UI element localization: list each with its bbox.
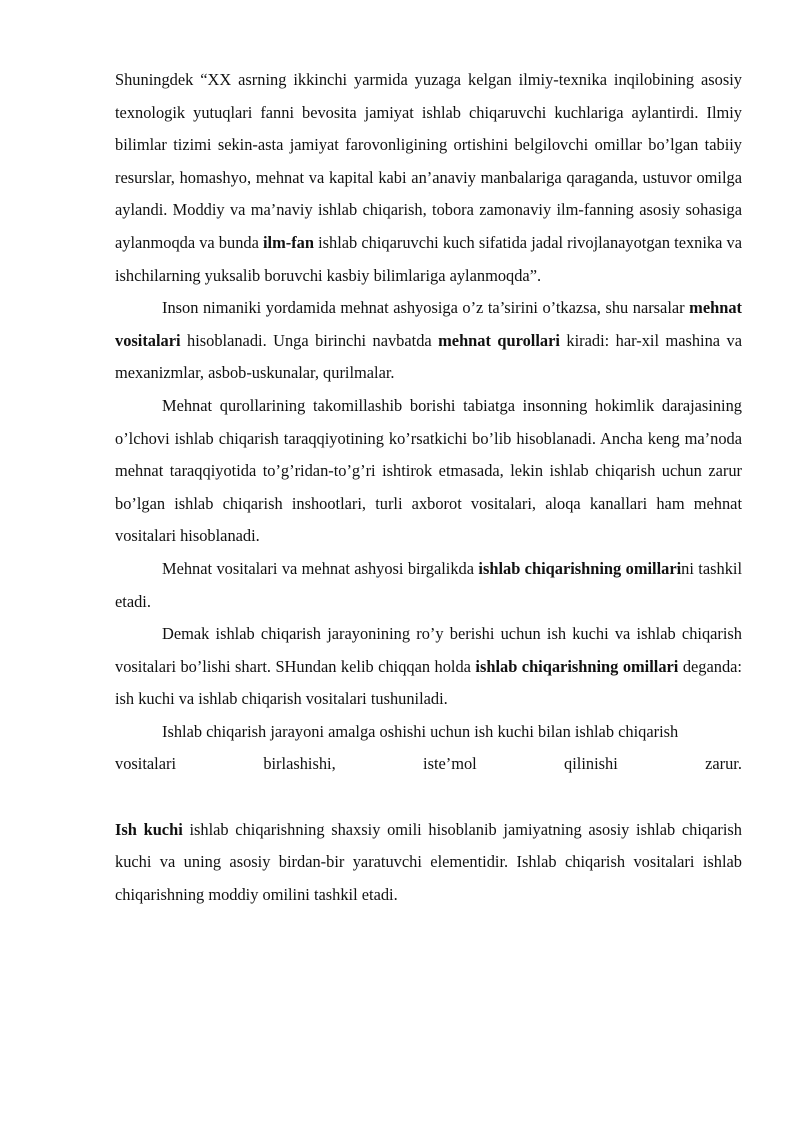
text-run: Mehnat vositalari va mehnat ashyosi birgalikda bbox=[162, 558, 479, 578]
text-run: deganda: ish kuchi va ishlab chiqarish vositalari tushuniladi. bbox=[115, 656, 742, 709]
paragraph-line: Ishlab chiqarish jarayoni amalga oshishi uchun ish kuchi bilan ishlab chiqarish bbox=[162, 721, 679, 741]
bold-term-mehnat-vositalari: mehnat vositalari bbox=[115, 298, 742, 350]
bold-term-ishlab-chiqarishning-omillari: ishlab chiqarishning omillari bbox=[478, 558, 682, 578]
word: birlashishi, bbox=[263, 754, 336, 774]
text-run: kiradi: har-xil mashina va mexanizmlar, asbob-uskunalar, qurilmalar. bbox=[115, 330, 743, 383]
bold-term-mehnat-qurollari: mehnat qurollari bbox=[438, 330, 560, 350]
text-run: ni tashkil etadi. bbox=[115, 558, 743, 611]
paragraph-mehnat-qurollari bbox=[115, 390, 742, 553]
blank-line bbox=[115, 781, 742, 814]
word: zarur. bbox=[705, 754, 742, 774]
text-run: ishlab chiqarishning shaxsiy omili hisoblanib jamiyatning asosiy ishlab chiqarish kuchi va uning asosiy birdan-bir yaratuvchi elementidir. Ishlab chiqarish vositalari ishlab chiqarishning moddiy omilini tashkil etadi. bbox=[115, 819, 742, 904]
paragraph-demak bbox=[115, 618, 742, 716]
text-run: Mehnat qurollarining takomillashib borishi tabiatga insonning hokimlik darajasining o’lchovi ishlab chiqarish taraqqiyotining ko’rsatkichi bo’lib hisoblanadi. Ancha keng ma’noda mehnat taraqqiyotida to’g’ridan-to’g’ri ishtirok etmasada, lekin ishlab chiqarish uchun zarur bo’lgan ishlab chiqarish inshootlari, turli axborot vositalari, aloqa kanallari ham mehnat vositalari hisoblanadi. bbox=[115, 395, 742, 546]
text-run: Inson nimaniki yordamida mehnat ashyosiga o’z ta’sirini o’tkazsa, shu narsalar bbox=[162, 298, 690, 318]
bold-term-ilm-fan: ilm-fan bbox=[262, 232, 314, 252]
paragraph-ishlab-chiqarish-jarayoni bbox=[115, 716, 742, 781]
paragraph-ish-kuchi bbox=[115, 814, 742, 912]
word: iste’mol bbox=[423, 754, 477, 774]
paragraph-mehnat-vositalari bbox=[115, 292, 742, 390]
text-run: ishlab chiqaruvchi kuch sifatida jadal rivojlanayotgan texnika va ishchilarning yuksalib boruvchi kasbiy bilimlariga aylanmoqda”. bbox=[115, 232, 742, 285]
word: vositalari bbox=[115, 754, 176, 774]
text-run: Demak ishlab chiqarish jarayonining ro’y berishi uchun ish kuchi va ishlab chiqarish vositalari bo’lishi shart. SHundan kelib chiqqan holda bbox=[115, 624, 742, 676]
paragraph-ilmiy-texnika bbox=[115, 64, 742, 292]
spread-line bbox=[115, 748, 742, 781]
text-run: Shuningdek “XX asrning ikkinchi yarmida yuzaga kelgan ilmiy-texnika inqilobining asosiy texnologik yutuqlari fanni bevosita jamiyat ishlab chiqaruvchi kuchlariga aylantirdi. Ilmiy bilimlar tizimi sekin-asta jamiyat farovonligining ortishini belgilovchi omillar bo’lgan tabiiy resurslar, homashyo, mehnat va kapital kabi an’anaviy manbalariga qaraganda, ustuvor omilga aylandi. Moddiy va ma’naviy ishlab chiqarish, tobora zamonaviy ilm-fanning asosiy sohasiga aylanmoqda va bunda bbox=[115, 70, 742, 252]
bold-term-ishlab-chiqarishning-omillari: ishlab chiqarishning omillari bbox=[475, 656, 679, 676]
bold-term-ish-kuchi: Ish kuchi bbox=[115, 819, 183, 839]
word: qilinishi bbox=[564, 754, 618, 774]
paragraph-omillari bbox=[115, 553, 742, 618]
text-run: hisoblanadi. Unga birinchi navbatda bbox=[180, 330, 439, 350]
